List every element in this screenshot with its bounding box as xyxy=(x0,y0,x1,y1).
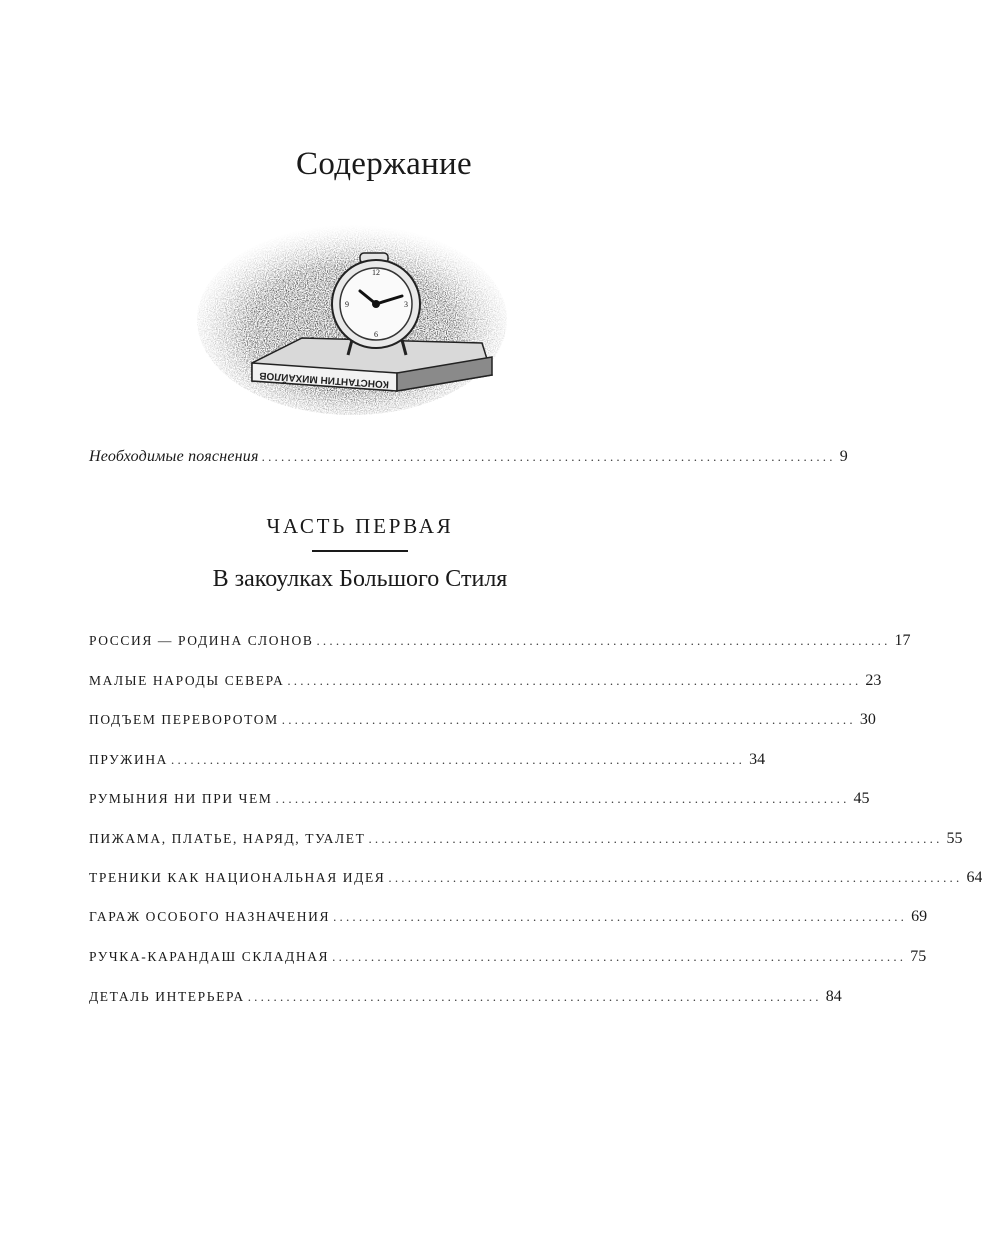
dot-leader: ......................................................................................... xyxy=(171,752,746,767)
toc-entry-label: ГАРАЖ ОСОБОГО НАЗНАЧЕНИЯ xyxy=(89,909,331,924)
alarm-clock-on-book-illustration xyxy=(192,205,522,420)
page-title: Содержание xyxy=(296,146,472,182)
dot-leader: ......................................................................................... xyxy=(388,870,963,885)
toc-entry-page: 30 xyxy=(859,711,876,728)
toc-entry[interactable] xyxy=(89,948,927,972)
dot-leader: ......................................................................................... xyxy=(333,909,908,924)
dot-leader: ......................................................................................... xyxy=(247,989,822,1004)
toc-entry-page: 34 xyxy=(749,751,766,768)
book-spine-lettering: КОНСТАНТИН МИХАЙЛОВ xyxy=(258,369,390,390)
toc-entry-page: 84 xyxy=(825,988,842,1005)
toc-entry-label: РОССИЯ — РОДИНА СЛОНОВ xyxy=(89,633,314,648)
toc-entry[interactable] xyxy=(89,869,982,893)
dot-leader: ......................................................................................... xyxy=(275,791,850,806)
toc-entry[interactable] xyxy=(89,908,928,932)
svg-text:9: 9 xyxy=(345,300,349,309)
toc-entry-label: МАЛЫЕ НАРОДЫ СЕВЕРА xyxy=(89,673,285,688)
part-heading: ЧАСТЬ ПЕРВАЯ xyxy=(266,514,454,538)
part-divider xyxy=(312,550,408,552)
svg-text:3: 3 xyxy=(404,300,408,309)
toc-entry-page: 17 xyxy=(894,632,911,649)
toc-entry-label: ТРЕНИКИ КАК НАЦИОНАЛЬНАЯ ИДЕЯ xyxy=(89,870,386,885)
toc-entry-intro[interactable] xyxy=(89,448,848,472)
toc-entry[interactable] xyxy=(89,751,766,775)
toc-entry-label: ПИЖАМА, ПЛАТЬЕ, НАРЯД, ТУАЛЕТ xyxy=(89,831,366,846)
part-subtitle: В закоулках Большого Стиля xyxy=(212,566,508,592)
toc-entry[interactable] xyxy=(89,988,842,1012)
toc-entry[interactable] xyxy=(89,711,876,735)
toc-entry[interactable] xyxy=(89,830,963,854)
toc-entry-label: ПРУЖИНА xyxy=(89,752,169,767)
dot-leader: ......................................................................................... xyxy=(261,449,836,464)
toc-entry-page: 55 xyxy=(946,830,963,847)
svg-text:12: 12 xyxy=(372,268,380,277)
toc-entry[interactable] xyxy=(89,672,882,696)
toc-entry-label: РУМЫНИЯ НИ ПРИ ЧЕМ xyxy=(89,791,273,806)
dot-leader: ......................................................................................... xyxy=(281,712,856,727)
toc-entry[interactable] xyxy=(89,790,870,814)
svg-text:6: 6 xyxy=(374,330,378,339)
toc-entry-label: РУЧКА-КАРАНДАШ СКЛАДНАЯ xyxy=(89,949,330,964)
toc-entry-page: 64 xyxy=(966,869,982,886)
toc-entry-label: ДЕТАЛЬ ИНТЕРЬЕРА xyxy=(89,989,245,1004)
toc-entry-page: 45 xyxy=(853,790,870,807)
toc-entry-page: 9 xyxy=(839,448,848,465)
toc-entry-page: 75 xyxy=(910,948,927,965)
dot-leader: ......................................................................................... xyxy=(287,673,862,688)
toc-entry-label: Необходимые пояснения xyxy=(89,448,259,465)
toc-entry-page: 69 xyxy=(911,908,928,925)
dot-leader: ......................................................................................... xyxy=(316,633,891,648)
dot-leader: ......................................................................................... xyxy=(332,949,907,964)
toc-entry[interactable] xyxy=(89,632,911,656)
dot-leader: ......................................................................................... xyxy=(368,831,943,846)
toc-entry-label: ПОДЪЕМ ПЕРЕВОРОТОМ xyxy=(89,712,279,727)
toc-entry-page: 23 xyxy=(865,672,882,689)
